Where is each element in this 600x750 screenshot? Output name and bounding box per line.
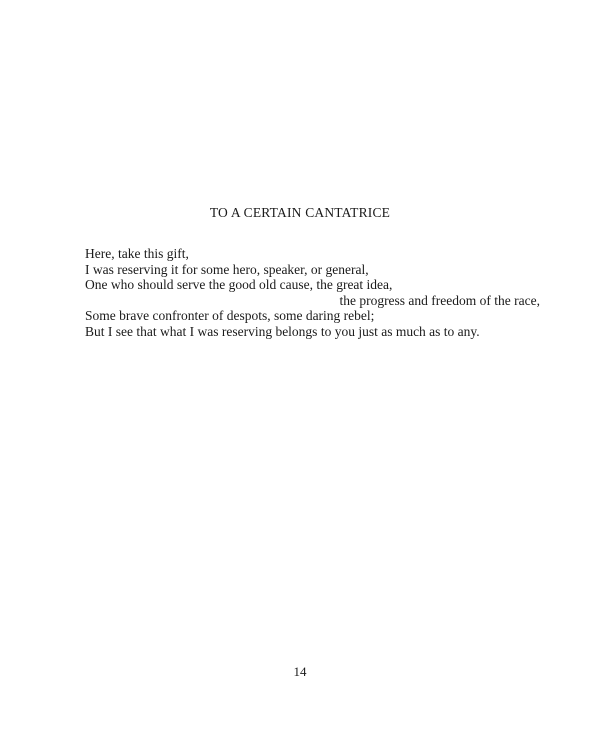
poem-title: TO A CERTAIN CANTATRICE — [209, 205, 391, 220]
poem-line: Some brave confronter of despots, some daring rebel; — [85, 308, 375, 324]
poem-line: But I see that what I was reserving belongs to you just as much as to any. — [85, 323, 480, 339]
poem-line: One who should serve the good old cause, the great idea, — [85, 277, 393, 293]
page-number: 14 — [293, 664, 307, 679]
poem-line: Here, take this gift, — [85, 246, 189, 261]
poem-line: I was reserving it for some hero, speaker, or general, — [85, 261, 369, 277]
poem-line-continuation: the progress and freedom of the race, — [339, 292, 540, 308]
poem-body — [85, 246, 545, 340]
